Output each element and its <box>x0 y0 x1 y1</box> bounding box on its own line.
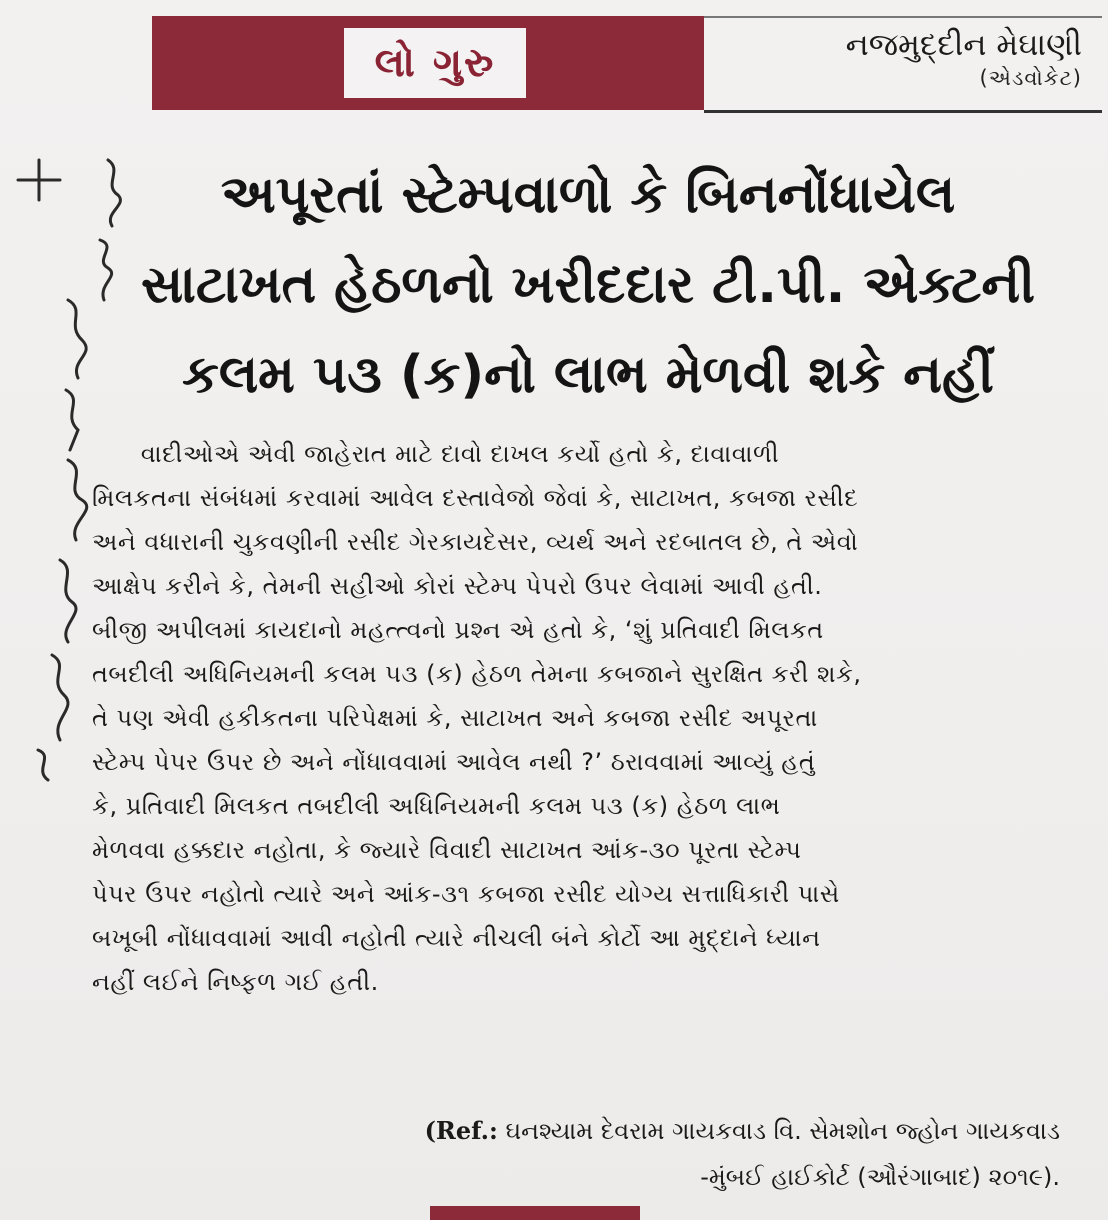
headline <box>88 150 1088 420</box>
body-line: અને વધારાની ચુકવણીની રસીદ ગેરકાયદેસર, વ્યર્થ અને રદબાતલ છે, તે એવો <box>92 528 859 556</box>
author-role: (એડવોકેટ) <box>979 66 1082 90</box>
body-line: સ્ટેમ્પ પેપર ઉપર છે અને નોંધાવવામાં આવેલ નથી ?’ ઠરાવવામાં આવ્યું હતું <box>92 748 816 776</box>
banner-top-rule <box>704 16 1102 18</box>
reference-lead: (Ref.: <box>424 1116 498 1145</box>
body-line: વાદીઓએ એવી જાહેરાત માટે દાવો દાખલ કર્યો હતો કે, દાવાવાળી <box>92 440 780 468</box>
column-title: લો ગુરુ <box>374 40 496 86</box>
article-body <box>92 432 1070 1004</box>
column-banner <box>152 6 1102 114</box>
headline-line: અપૂરતાં સ્ટેમ્પવાળો કે બિનનોંધાયેલ <box>220 165 956 225</box>
headline-line: સાટાખત હેઠળનો ખરીદદાર ટી.પી. એક્ટની <box>140 255 1036 315</box>
author-name: નજમુદ્દીન મેઘાણી <box>845 27 1082 63</box>
body-line: બખૂબી નોંધાવવામાં આવી નહોતી ત્યારે નીચલી બંને કોર્ટો આ મુદ્દાને ધ્યાન <box>92 924 821 952</box>
body-line: મેળવવા હક્કદાર નહોતા, કે જ્યારે વિવાદી સાટાખત આંક-૩૦ પૂરતા સ્ટેમ્પ <box>92 836 802 864</box>
body-line: નહીં લઈને નિષ્ફળ ગઈ હતી. <box>92 968 379 996</box>
body-line: કે, પ્રતિવાદી મિલકત તબદીલી અધિનિયમની કલમ ૫૩ (ક) હેઠળ લાભ <box>92 792 781 820</box>
author-byline <box>846 26 1082 92</box>
banner-red-block <box>152 16 704 110</box>
banner-bottom-rule <box>704 110 1102 113</box>
body-line: તબદીલી અધિનિયમની કલમ ૫૩ (ક) હેઠળ તેમના કબજાને સુરક્ષિત કરી શકે, <box>92 660 862 688</box>
column-title-box <box>344 28 526 98</box>
body-line: તે પણ એવી હકીકતના પરિપેક્ષમાં કે, સાટાખત અને કબજા રસીદ અપૂરતા <box>92 704 818 732</box>
body-line: આક્ષેપ કરીને કે, તેમની સહીઓ કોરાં સ્ટેમ્પ પેપરો ઉપર લેવામાં આવી હતી. <box>92 572 823 600</box>
body-line: પેપર ઉપર નહોતો ત્યારે અને આંક-૩૧ કબજા રસીદ યોગ્ય સત્તાધિકારી પાસે <box>92 880 840 908</box>
reference-case-name: ઘનશ્યામ દેવરામ ગાયકવાડ વિ. સેમશોન જ્હોન ગાયકવાડ <box>497 1117 1060 1145</box>
body-line: બીજી અપીલમાં કાયદાનો મહત્ત્વનો પ્રશ્ન એ હતો કે, ‘શું પ્રતિવાદી મિલકત <box>92 616 824 644</box>
headline-line: કલમ ૫૩ (ક)નો લાભ મેળવી શકે નહીં <box>182 345 994 405</box>
body-line: મિલકતના સંબંધમાં કરવામાં આવેલ દસ્તાવેજો જેવાં કે, સાટાખત, કબજા રસીદ <box>92 484 859 512</box>
bottom-color-strip <box>430 1206 640 1220</box>
case-reference <box>425 1108 1060 1200</box>
reference-line-1 <box>425 1108 1060 1154</box>
reference-line-2: -મુંબઈ હાઈકોર્ટ (ઔરંગાબાદ) ૨૦૧૯). <box>700 1163 1060 1191</box>
